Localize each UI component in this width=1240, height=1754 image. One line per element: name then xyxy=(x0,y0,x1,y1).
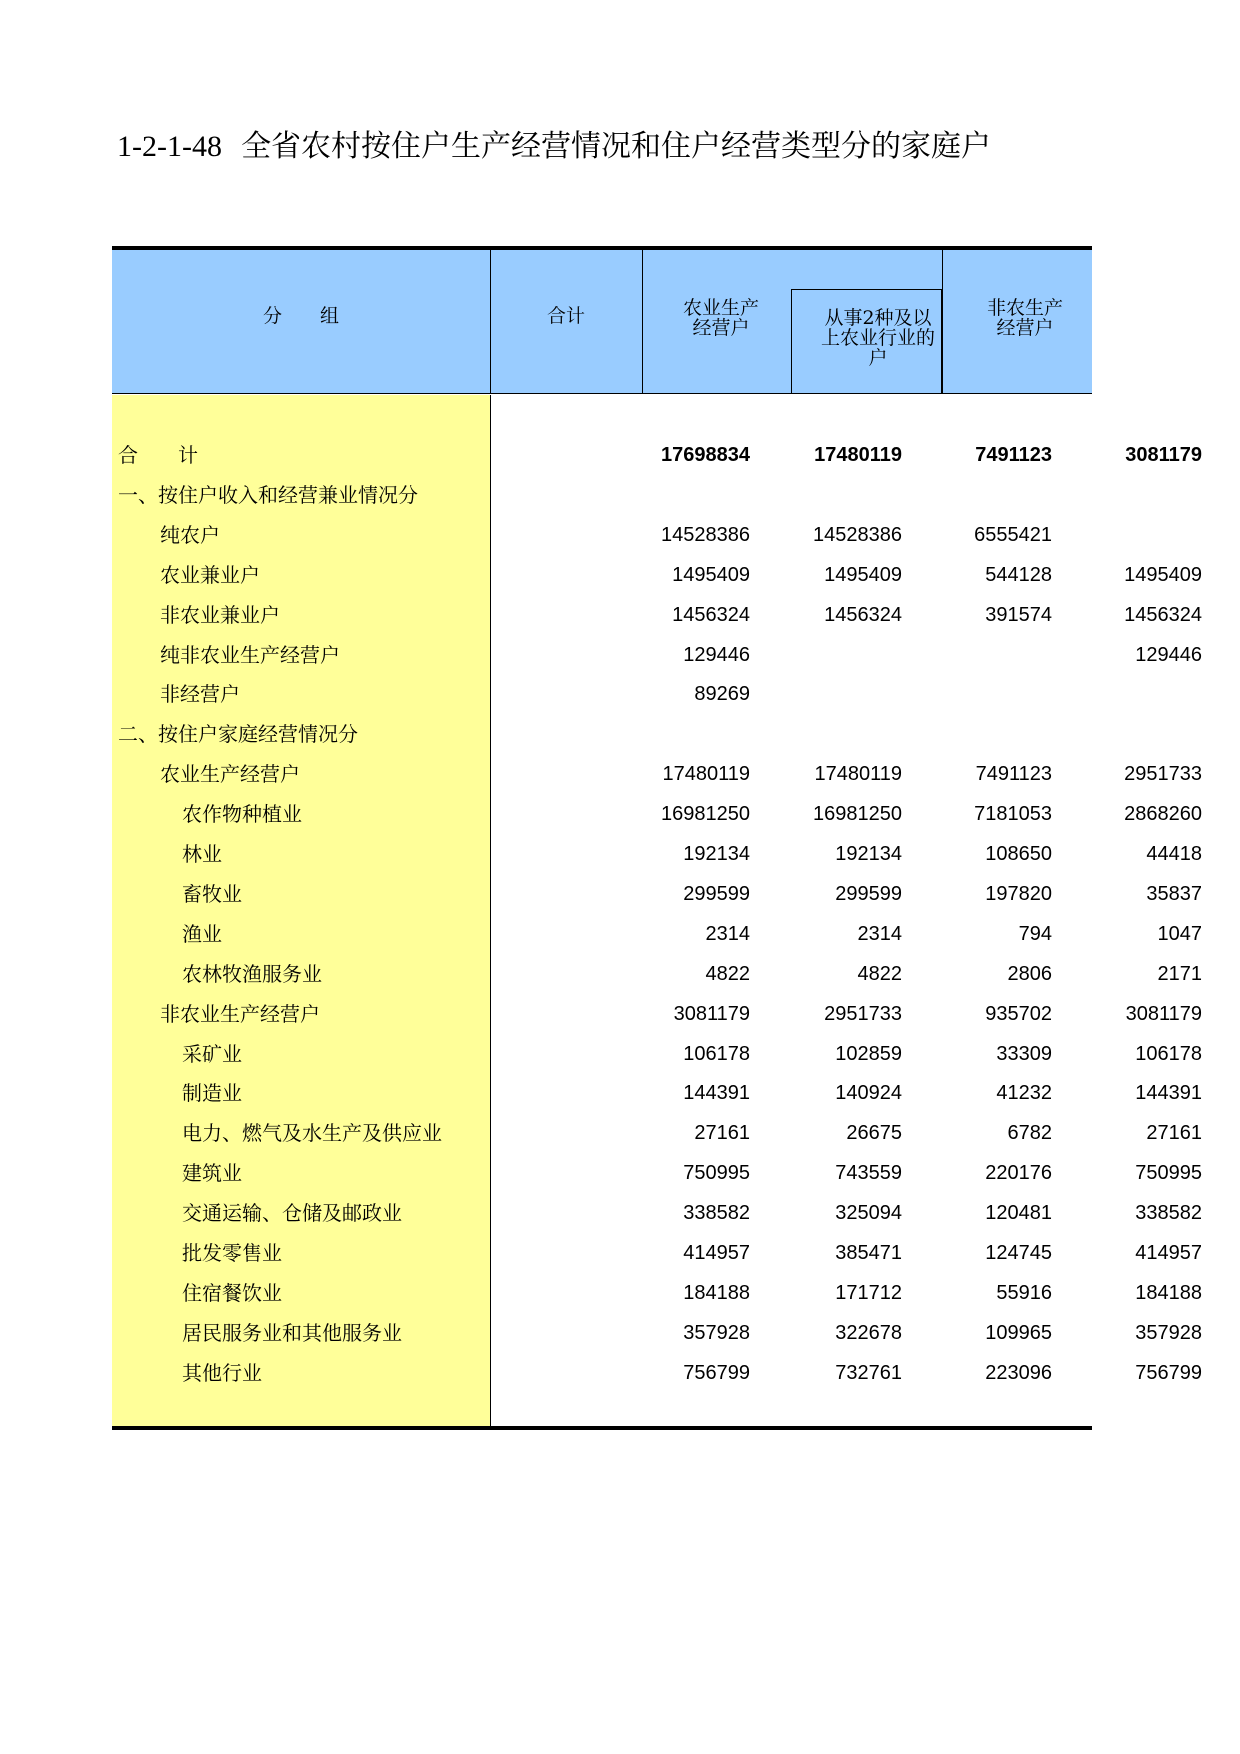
row-value-col2: 16981250 xyxy=(813,803,902,825)
row-value-col4: 129446 xyxy=(1135,644,1202,666)
row-label: 采矿业 xyxy=(182,1042,242,1066)
row-value-col4: 2951733 xyxy=(1124,763,1202,785)
row-label: 其他行业 xyxy=(182,1361,262,1385)
row-value-col1: 27161 xyxy=(694,1122,750,1144)
row-value-col4: 2171 xyxy=(1157,963,1202,985)
table-row xyxy=(112,916,1202,952)
row-label: 渔业 xyxy=(182,922,222,946)
table-row xyxy=(112,836,1202,872)
table-row xyxy=(112,477,1092,513)
header-nonagri: 非农生产经营户 xyxy=(986,297,1063,339)
row-label: 住宿餐饮业 xyxy=(182,1281,282,1305)
row-value-col1: 414957 xyxy=(683,1242,750,1264)
row-value-col1: 3081179 xyxy=(673,1003,750,1025)
row-value-col3: 2806 xyxy=(1007,963,1052,985)
row-value-col2: 743559 xyxy=(835,1162,902,1184)
row-value-col4: 756799 xyxy=(1135,1362,1202,1384)
row-label: 合 计 xyxy=(118,443,198,467)
row-label: 畜牧业 xyxy=(182,882,242,906)
row-label: 农作物种植业 xyxy=(182,802,302,826)
row-label: 纯农户 xyxy=(160,523,220,547)
row-value-col2: 102859 xyxy=(835,1043,902,1065)
row-value-col1: 17698834 xyxy=(661,444,750,466)
row-value-col4: 106178 xyxy=(1135,1043,1202,1065)
row-value-col1: 756799 xyxy=(683,1362,750,1384)
header-total: 合计 xyxy=(546,305,585,327)
row-label: 电力、燃气及水生产及供应业 xyxy=(182,1121,442,1145)
row-value-col4: 1047 xyxy=(1157,923,1202,945)
row-value-col3: 33309 xyxy=(996,1043,1052,1065)
row-value-col1: 1495409 xyxy=(672,564,750,586)
table-row xyxy=(112,437,1202,473)
row-value-col2: 322678 xyxy=(835,1322,902,1344)
table-row xyxy=(112,796,1202,832)
header-group: 分 组 xyxy=(262,305,339,327)
row-label: 农业生产经营户 xyxy=(160,762,300,786)
row-value-col1: 338582 xyxy=(683,1202,750,1224)
row-label: 制造业 xyxy=(182,1081,242,1105)
table-row xyxy=(112,876,1202,912)
row-value-col1: 357928 xyxy=(683,1322,750,1344)
header-divider xyxy=(642,250,643,393)
header-agri: 农业生产经营户 xyxy=(682,297,759,339)
table-row xyxy=(112,1195,1202,1231)
row-label: 非农业兼业户 xyxy=(160,603,280,627)
row-value-col2: 1495409 xyxy=(824,564,902,586)
row-value-col4: 357928 xyxy=(1135,1322,1202,1344)
table-row xyxy=(112,716,1092,752)
row-value-col3: 935702 xyxy=(985,1003,1052,1025)
row-value-col4: 750995 xyxy=(1135,1162,1202,1184)
row-value-col2: 17480119 xyxy=(814,444,902,466)
row-value-col1: 750995 xyxy=(683,1162,750,1184)
row-value-col4: 3081179 xyxy=(1125,444,1202,466)
row-value-col1: 1456324 xyxy=(672,604,750,626)
row-value-col2: 26675 xyxy=(846,1122,902,1144)
row-label: 二、按住户家庭经营情况分 xyxy=(118,722,358,746)
row-value-col3: 220176 xyxy=(985,1162,1052,1184)
row-value-col4: 414957 xyxy=(1135,1242,1202,1264)
row-value-col4: 1456324 xyxy=(1124,604,1202,626)
row-value-col3: 41232 xyxy=(996,1082,1052,1104)
table-row xyxy=(112,1115,1202,1151)
row-value-col3: 7491123 xyxy=(975,763,1052,785)
table-row xyxy=(112,956,1202,992)
row-label: 交通运输、仓储及邮政业 xyxy=(182,1201,402,1225)
row-value-col1: 144391 xyxy=(683,1082,750,1104)
row-value-col2: 14528386 xyxy=(813,524,902,546)
row-value-col2: 385471 xyxy=(835,1242,902,1264)
row-value-col3: 197820 xyxy=(985,883,1052,905)
row-value-col2: 1456324 xyxy=(824,604,902,626)
row-value-col1: 2314 xyxy=(705,923,750,945)
row-value-col3: 109965 xyxy=(985,1322,1052,1344)
table-row xyxy=(112,1155,1202,1191)
row-value-col2: 2951733 xyxy=(824,1003,902,1025)
header-multi: 从事2种及以上农业行业的户 xyxy=(820,307,935,369)
row-value-col2: 171712 xyxy=(835,1282,902,1304)
row-value-col3: 7181053 xyxy=(974,803,1052,825)
table-title-text: 全省农村按住户生产经营情况和住户经营类型分的家庭户 xyxy=(241,129,992,164)
row-label: 一、按住户收入和经营兼业情况分 xyxy=(118,483,418,507)
table-row xyxy=(112,1315,1202,1351)
table-row xyxy=(112,1036,1202,1072)
row-value-col1: 89269 xyxy=(694,683,750,705)
table-row xyxy=(112,676,1092,712)
row-value-col2: 4822 xyxy=(857,963,902,985)
row-value-col2: 140924 xyxy=(835,1082,902,1104)
table-header xyxy=(112,250,1092,394)
row-value-col3: 108650 xyxy=(985,843,1052,865)
row-value-col2: 325094 xyxy=(835,1202,902,1224)
table-row xyxy=(112,1355,1202,1391)
row-label: 农业兼业户 xyxy=(160,563,260,587)
row-value-col1: 184188 xyxy=(683,1282,750,1304)
row-label: 居民服务业和其他服务业 xyxy=(182,1321,402,1345)
row-label: 林业 xyxy=(182,842,222,866)
row-value-col3: 120481 xyxy=(985,1202,1052,1224)
table-row xyxy=(112,1075,1202,1111)
row-value-col4: 1495409 xyxy=(1124,564,1202,586)
row-value-col4: 144391 xyxy=(1135,1082,1202,1104)
table-row xyxy=(112,597,1202,633)
row-value-col1: 14528386 xyxy=(661,524,750,546)
row-value-col1: 299599 xyxy=(683,883,750,905)
row-value-col3: 794 xyxy=(1018,923,1052,945)
row-value-col1: 129446 xyxy=(683,644,750,666)
header-divider xyxy=(942,250,943,393)
header-subgroup-box xyxy=(791,289,942,394)
row-value-col4: 3081179 xyxy=(1125,1003,1202,1025)
row-label: 非经营户 xyxy=(160,682,240,706)
row-value-col1: 4822 xyxy=(705,963,750,985)
row-value-col4: 338582 xyxy=(1135,1202,1202,1224)
row-value-col3: 544128 xyxy=(985,564,1052,586)
row-value-col4: 2868260 xyxy=(1124,803,1202,825)
table-row xyxy=(112,756,1202,792)
row-label: 农林牧渔服务业 xyxy=(182,962,322,986)
table-bottom-rule xyxy=(112,1426,1092,1430)
row-value-col1: 192134 xyxy=(683,843,750,865)
row-value-col2: 17480119 xyxy=(814,763,902,785)
row-value-col4: 44418 xyxy=(1146,843,1202,865)
row-label: 批发零售业 xyxy=(182,1241,282,1265)
table-row xyxy=(112,557,1202,593)
header-divider xyxy=(490,250,491,393)
row-value-col4: 35837 xyxy=(1146,883,1202,905)
row-label: 纯非农业生产经营户 xyxy=(160,643,340,667)
row-value-col3: 391574 xyxy=(985,604,1052,626)
row-value-col3: 6555421 xyxy=(974,524,1052,546)
row-label: 建筑业 xyxy=(182,1161,242,1185)
row-value-col3: 55916 xyxy=(996,1282,1052,1304)
row-value-col4: 27161 xyxy=(1146,1122,1202,1144)
table-row xyxy=(112,517,1092,553)
table-row xyxy=(112,996,1202,1032)
row-value-col2: 192134 xyxy=(835,843,902,865)
row-value-col2: 299599 xyxy=(835,883,902,905)
row-value-col1: 17480119 xyxy=(662,763,750,785)
row-value-col3: 6782 xyxy=(1007,1122,1052,1144)
row-value-col3: 223096 xyxy=(985,1362,1052,1384)
row-value-col1: 16981250 xyxy=(661,803,750,825)
table-row xyxy=(112,1275,1202,1311)
row-value-col3: 7491123 xyxy=(975,444,1052,466)
row-value-col2: 2314 xyxy=(857,923,902,945)
table-row xyxy=(112,637,1202,673)
row-value-col4: 184188 xyxy=(1135,1282,1202,1304)
row-value-col3: 124745 xyxy=(985,1242,1052,1264)
row-value-col2: 732761 xyxy=(835,1362,902,1384)
page-title xyxy=(117,122,1092,172)
row-label: 非农业生产经营户 xyxy=(160,1002,320,1026)
table-code: 1-2-1-48 xyxy=(117,130,222,163)
table-row xyxy=(112,1235,1202,1271)
row-value-col1: 106178 xyxy=(683,1043,750,1065)
